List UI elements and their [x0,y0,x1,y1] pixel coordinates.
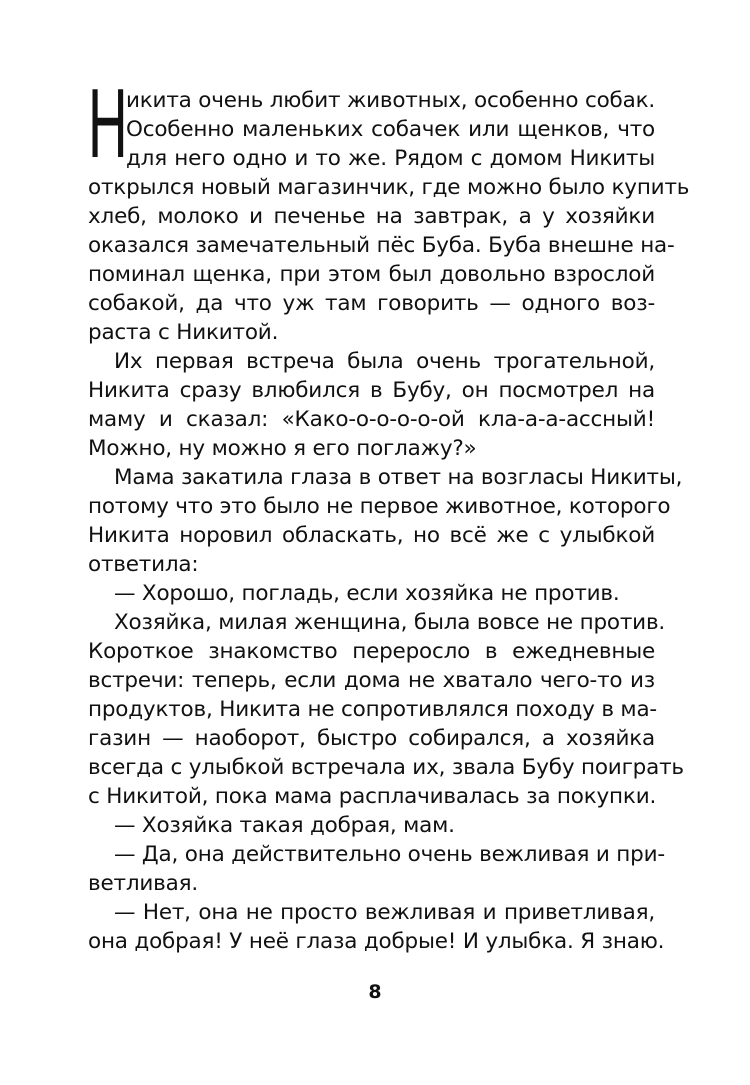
text-line: поминал щенка, при этом был довольно взрослой [88,262,655,287]
text-line: Можно, ну можно я его поглажу?» [88,436,477,461]
text-line: Особенно маленьких собачек или щенков, что [126,117,655,142]
text-line: Никита норовил обласкать, но всё же с улыбкой [88,523,655,548]
text-line: она добрая! У неё глаза добрые! И улыбка. Я знаю. [88,929,665,954]
text-line: встречи: теперь, если дома не хватало чего-то из [88,668,655,693]
text-line: ветливая. [88,871,198,896]
text-line: Их первая встреча была очень трогательной, [114,349,655,374]
page-number: 8 [368,981,382,1003]
text-line: — Нет, она не просто вежливая и приветливая, [114,900,655,925]
text-line: хлеб, молоко и печенье на завтрак, а у хозяйки [88,204,655,229]
text-line: для него одно и то же. Рядом с домом Никиты [126,146,655,171]
text-line: продуктов, Никита не сопротивлялся походу в ма- [88,697,657,722]
text-line: открылся новый магазинчик, где можно было купить [88,175,690,200]
text-line: — Хорошо, погладь, если хозяйка не против. [114,581,620,606]
text-line: Хозяйка, милая женщина, была вовсе не против. [114,610,666,635]
drop-cap: Н [88,68,128,178]
text-line: икита очень любит животных, особенно собак. [126,88,656,113]
text-line: ответила: [88,552,199,577]
text-line: с Никитой, пока мама расплачивалась за покупки. [88,784,657,809]
text-line: всегда с улыбкой встречала их, звала Бубу поиграть [88,755,684,780]
text-line: Короткое знакомство переросло в ежедневные [88,639,655,664]
text-line: Никита сразу влюбился в Бубу, он посмотрел на [88,378,655,403]
text-line: раста с Никитой. [88,320,279,345]
text-line: маму и сказал: «Како-о-о-о-о-ой кла-а-а-ассный! [88,407,655,432]
text-line: Мама закатила глаза в ответ на возгласы Никиты, [114,465,683,490]
text-line: — Да, она действительно очень вежливая и при- [114,842,665,867]
text-line: — Хозяйка такая добрая, мам. [114,813,455,838]
text-line: газин — наоборот, быстро собирался, а хозяйка [88,726,655,751]
text-line: оказался замечательный пёс Буба. Буба внешне на- [88,233,675,258]
text-line: потому что это было не первое животное, которого [88,494,671,519]
text-line: собакой, да что уж там говорить — одного воз- [88,291,655,316]
